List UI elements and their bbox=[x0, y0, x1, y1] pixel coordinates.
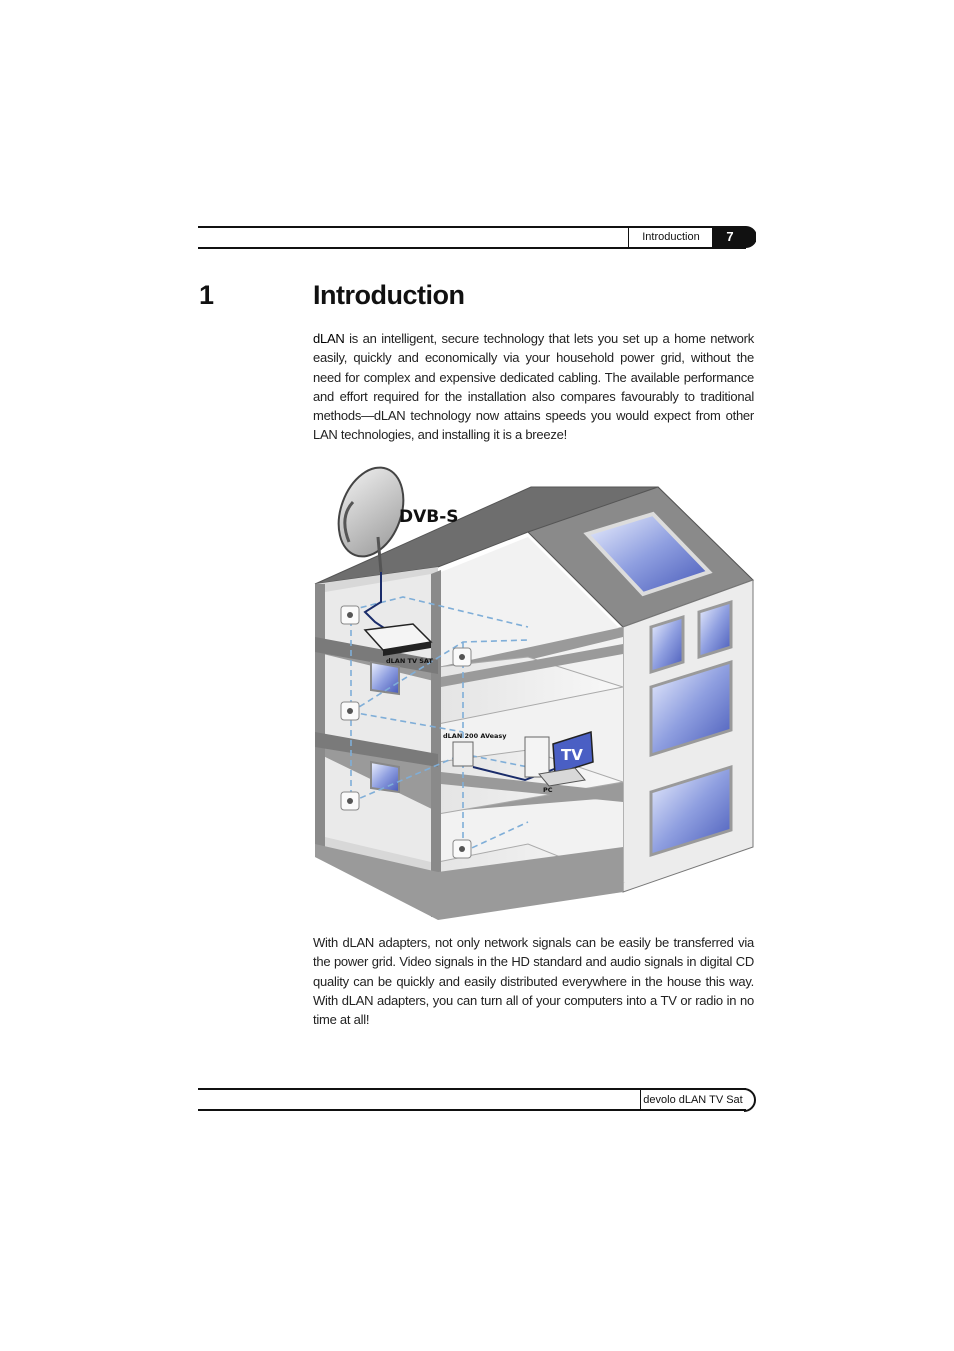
intro-term: dLAN bbox=[313, 331, 345, 346]
label-dlan-tv-sat: dLAN TV SAT bbox=[386, 657, 433, 665]
label-pc: PC bbox=[543, 786, 553, 794]
chapter-number: 1 bbox=[199, 280, 215, 310]
house-network-illustration bbox=[313, 462, 757, 920]
page-number: 7 bbox=[726, 229, 734, 244]
header-section-label: Introduction bbox=[628, 227, 713, 247]
label-tv: TV bbox=[561, 746, 583, 764]
footer-product-label: devolo dLAN TV Sat bbox=[640, 1090, 745, 1110]
footer-end-cap bbox=[744, 1088, 758, 1112]
header-rule-bottom bbox=[198, 247, 746, 249]
label-dlan-200-aveasy: dLAN 200 AVeasy bbox=[443, 732, 507, 740]
closing-paragraph: With dLAN adapters, not only network signals can be easily be transferred via the power grid. Video signals in the HD standard and audio signals in digital CD quality can be quickly and easily distributed everywhere in the house this way. With dLAN adapters, you can turn all of your computers into a TV or radio in no time at all! bbox=[313, 935, 754, 1028]
intro-paragraph bbox=[313, 329, 754, 445]
chapter-title: Introduction bbox=[313, 280, 465, 310]
label-dvb-s: DVB-S bbox=[399, 507, 459, 527]
intro-text: is an intelligent, secure technology that lets you set up a home network easily, quickly and economically via your household power grid, without the need for complex and expensive dedicated cabling. The available performance and effort required for the installation also compares favourably to traditional methods—dLAN technology now attains speeds you would expect from other LAN technologies, and installing it is a breeze! bbox=[313, 331, 754, 443]
